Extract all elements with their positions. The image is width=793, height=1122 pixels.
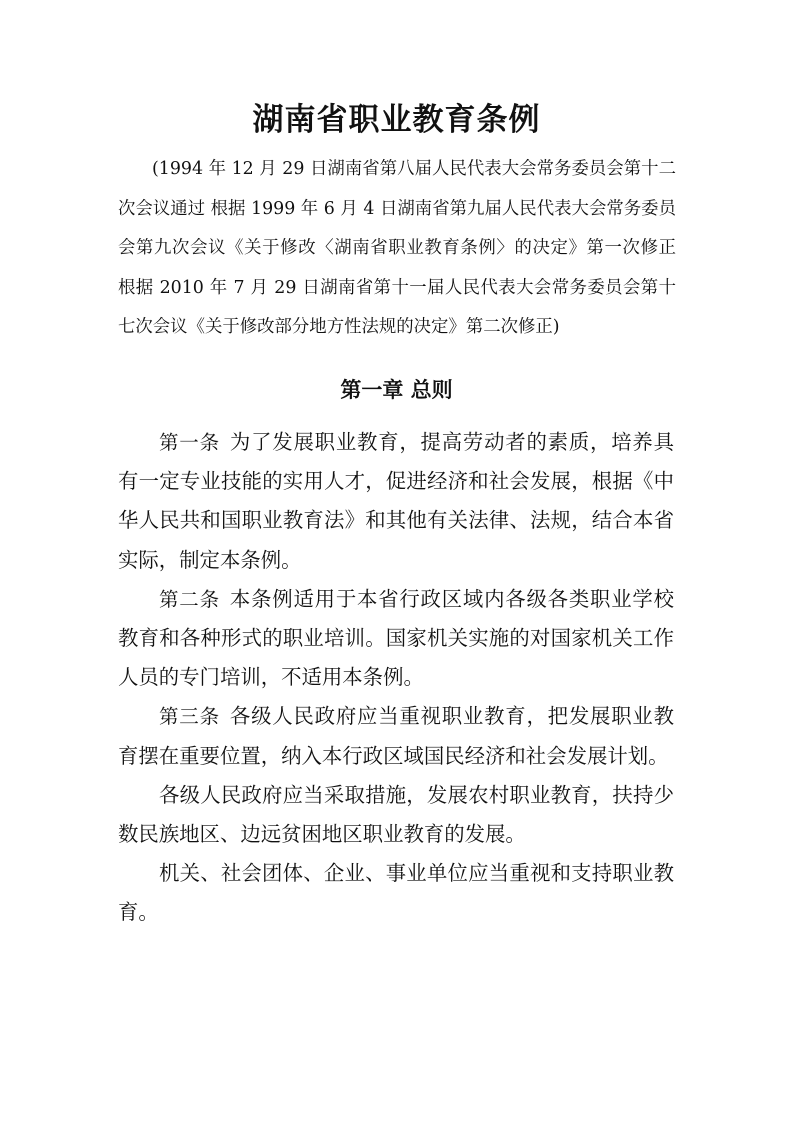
document-title: 湖南省职业教育条例: [252, 102, 541, 138]
article-2: [118, 580, 674, 698]
article-text: 本条例适用于本省行政区域内各级各类职业学校教育和各种形式的职业培训。国家机关实施的对国家机关工作人员的专门培训，不适用本条例。: [118, 586, 674, 690]
document-body: [118, 423, 674, 933]
article-label: 第三条: [159, 705, 220, 729]
article-label: 第二条: [159, 587, 220, 611]
article-3: [118, 697, 674, 775]
paragraph: 机关、社会团体、企业、事业单位应当重视和支持职业教育。: [118, 861, 674, 925]
adoption-note: (1994 年 12 月 29 日湖南省第八届人民代表大会常务委员会第十二次会议通过 根据 1999 年 6 月 4 日湖南省第九届人民代表大会常务委员会第九次会议《关于修改〈湖南省职业教育条例〉的决定》第一次修正 根据 2010 年 7 月 29 日湖南省第十一届人民代表大会常务委员会第十七次会议《关于修改部分地方性法规的决定》第二次修正): [118, 159, 676, 337]
article-text: 为了发展职业教育，提高劳动者的素质，培养具有一定专业技能的实用人才，促进经济和社会发展，根据《中华人民共和国职业教育法》和其他有关法律、法规，结合本省实际，制定本条例。: [118, 430, 674, 572]
paragraph: 各级人民政府应当采取措施，发展农村职业教育，扶持少数民族地区、边远贫困地区职业教育的发展。: [118, 782, 674, 847]
article-label: 第一条: [159, 431, 220, 454]
article-text: 各级人民政府应当重视职业教育，把发展职业教育摆在重要位置，纳入本行政区域国民经济和社会发展计划。: [118, 704, 674, 768]
chapter-heading: 第一章 总则: [340, 378, 453, 402]
article-1: [118, 423, 674, 580]
